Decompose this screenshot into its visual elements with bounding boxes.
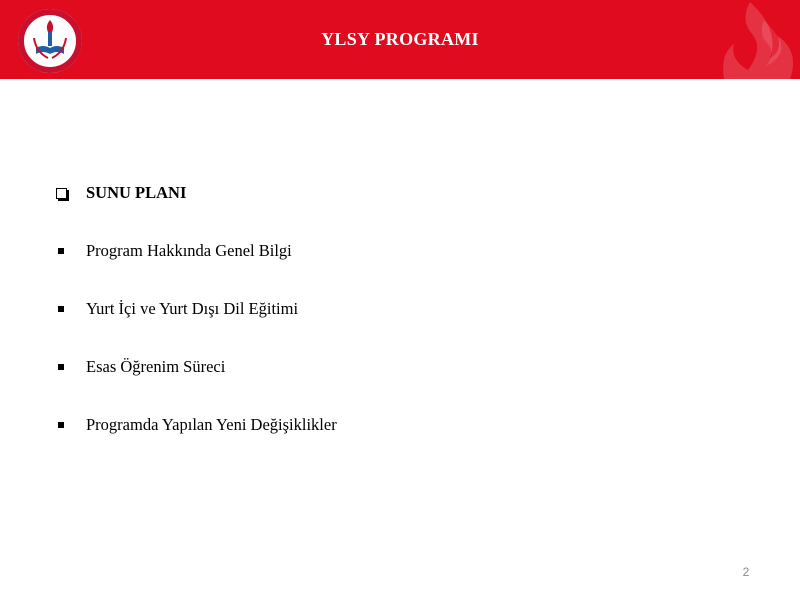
list-item (56, 414, 337, 436)
square-bullet-icon (58, 306, 64, 312)
agenda-item-3: Esas Öğrenim Süreci (86, 357, 226, 376)
square-bullet-icon (58, 248, 64, 254)
agenda-heading: SUNU PLANI (86, 183, 187, 202)
agenda-item-4: Programda Yapılan Yeni Değişiklikler (86, 415, 337, 434)
list-item (56, 240, 292, 262)
slide-title: YLSY PROGRAMI (321, 29, 479, 49)
list-item (56, 356, 225, 378)
page-number: 2 (742, 565, 750, 579)
agenda-item-1: Program Hakkında Genel Bilgi (86, 241, 292, 260)
agenda-heading-row (56, 182, 186, 204)
square-bullet-icon (58, 364, 64, 370)
list-item (56, 298, 298, 320)
checkbox-bullet-icon (56, 188, 67, 199)
square-bullet-icon (58, 422, 64, 428)
agenda-item-2: Yurt İçi ve Yurt Dışı Dil Eğitimi (86, 299, 299, 318)
